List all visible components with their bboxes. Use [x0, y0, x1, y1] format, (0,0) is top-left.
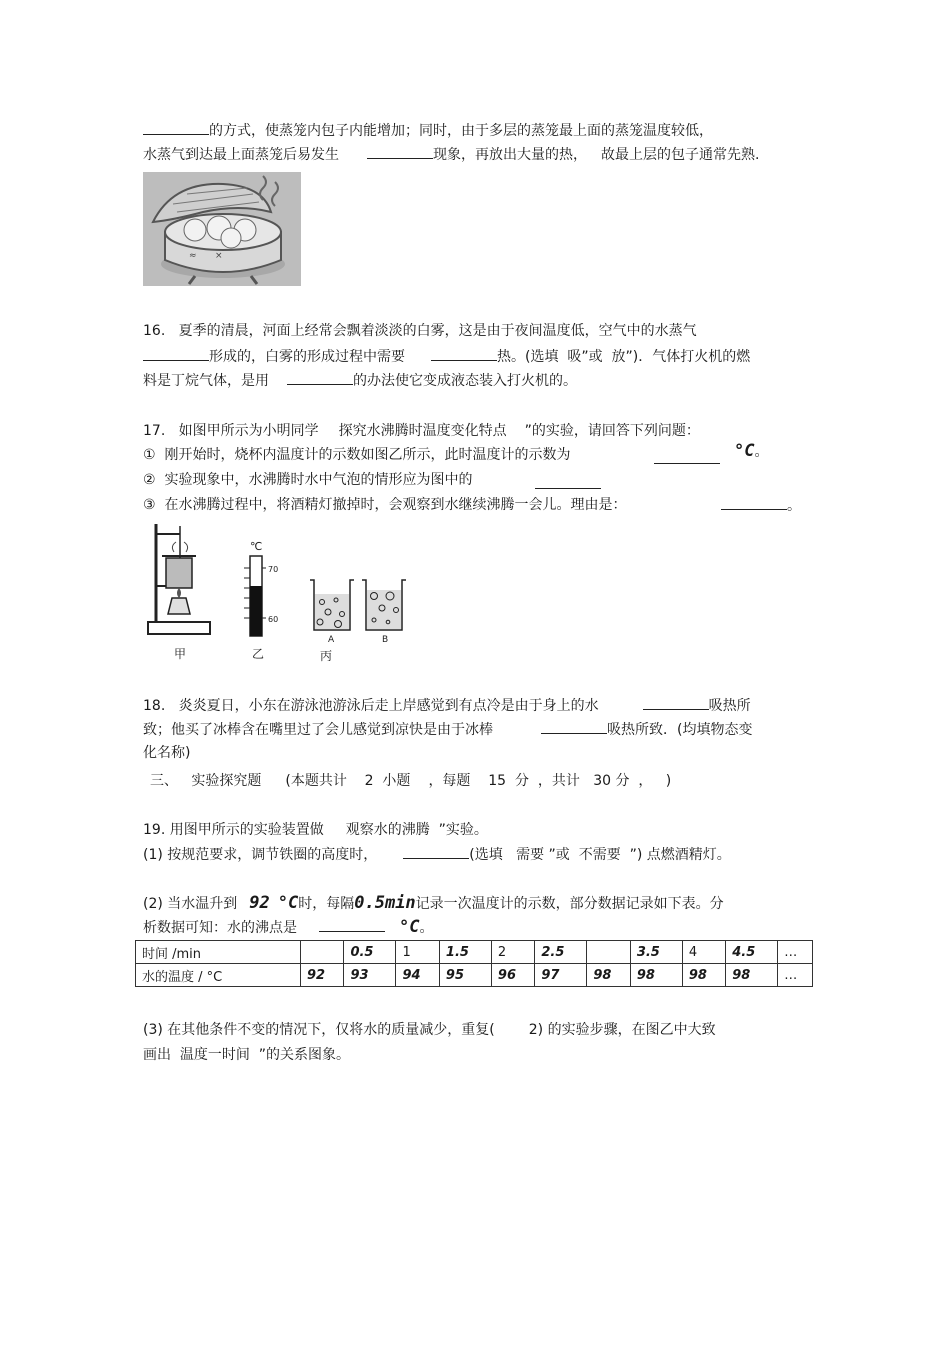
q19-part3-text-a: (3) 在其他条件不变的情况下，仅将水的质量减少，重复( [143, 1022, 495, 1038]
q15-line1 [143, 120, 713, 141]
q19-part3-line2: 画出 温度一时间 ”的关系图象。 [143, 1047, 351, 1063]
handwritten-interval: 0.5min [354, 893, 416, 913]
section-count: (本题共计 2 小题 [285, 773, 411, 789]
q16-line2 [143, 346, 750, 367]
q19-part1 [143, 844, 731, 865]
table-cell: 2.5 [535, 941, 587, 964]
end-mark: 。 [754, 444, 769, 460]
q18-line1 [143, 695, 751, 716]
therm-tick-60: 60 [268, 615, 279, 624]
svg-text:×: × [215, 251, 223, 261]
q19-part2-line2 [143, 917, 433, 938]
handwritten-temp: 92 [249, 893, 270, 913]
label-bing: 丙 [320, 649, 333, 663]
section-title: 三、 实验探究题 [150, 773, 262, 789]
q15-line2-text-b: 现象，再放出大量的热， [433, 147, 587, 163]
thermometer-unit: ℃ [250, 540, 263, 553]
q19-part3-line1 [143, 1020, 716, 1040]
beaker-b [362, 580, 406, 630]
table-cell: 0.5 [344, 941, 396, 964]
table-cell: 2 [491, 941, 534, 964]
q19-line1 [143, 820, 488, 840]
table-cell: 94 [396, 964, 439, 987]
q15-line1-text: 的方式，使蒸笼内包子内能增加；同时，由于多层的蒸笼最上面的蒸笼温度较低， [209, 123, 713, 139]
table-cell: 3.5 [630, 941, 682, 964]
q15-line2-text-a: 水蒸气到达最上面蒸笼后易发生 [143, 147, 339, 163]
table-cell: 96 [491, 964, 534, 987]
q19-part1-text-b: (选填 需要 ”或 不需要 ”) 点燃酒精灯。 [469, 847, 731, 863]
section-score: ，每题 15 分 ，共计 30 分 ， ) [428, 773, 672, 789]
q19-part2-line1 [143, 893, 724, 914]
label-jia: 甲 [174, 647, 187, 661]
table-cell: 98 [630, 964, 682, 987]
table-cell: … [778, 941, 813, 964]
answer-blank[interactable] [143, 346, 209, 361]
q18-line1-text-b: 吸热所 [708, 698, 751, 714]
table-cell [587, 941, 630, 964]
celsius-unit: °C [399, 917, 420, 937]
beaker-a [310, 580, 354, 630]
q17-unit [734, 441, 768, 462]
table-cell: 97 [535, 964, 587, 987]
row-header-time: 时间 /min [136, 941, 301, 964]
q18-line1-text-a: 18. 炎炎夏日，小东在游泳池游泳后走上岸感觉到有点冷是由于身上的水 [143, 698, 599, 714]
q19-line1-text-b: 观察水的沸腾 ”实验。 [345, 822, 488, 838]
q18-line2-text-a: 致；他买了冰棒含在嘴里过了会儿感觉到凉快是由于冰棒 [143, 722, 493, 738]
q18-line2-text-b: 吸热所致．(均填物态变 [607, 722, 753, 738]
q16-line3 [143, 370, 577, 391]
q19-part2-text-d: 析数据可知：水的沸点是 [143, 920, 297, 936]
steamer-illustration [143, 172, 301, 286]
q17-item1 [143, 445, 570, 465]
table-cell: 4 [682, 941, 725, 964]
apparatus-stand-figure [148, 524, 210, 634]
q19-line1-text-a: 19. 用图甲所示的实验装置做 [143, 822, 324, 838]
q16-line2-text-b: 热。(选填 吸”或 放”)．气体打火机的燃 [497, 349, 751, 365]
answer-blank[interactable] [143, 120, 209, 135]
table-cell: 98 [587, 964, 630, 987]
answer-blank[interactable] [643, 695, 709, 710]
q17-line1 [143, 421, 700, 441]
table-cell: 4.5 [726, 941, 778, 964]
q17-line1-text-c: ”的实验，请回答下列问题： [524, 423, 700, 439]
label-yi: 乙 [252, 647, 265, 661]
table-cell: 92 [301, 964, 344, 987]
section-three-heading [150, 771, 671, 791]
row-header-temperature: 水的温度 / °C [136, 964, 301, 987]
thermometer-figure [244, 540, 278, 636]
svg-text:≈: ≈ [189, 251, 197, 261]
beaker-label-a: A [328, 635, 335, 645]
q16-line3-text-b: 的办法使它变成液态装入打火机的。 [353, 373, 577, 389]
beaker-label-b: B [382, 635, 389, 645]
q19-part1-text-a: (1) 按规范要求，调节铁圈的高度时， [143, 847, 378, 863]
q17-line1-text-a: 17. 如图甲所示为小明同学 [143, 423, 319, 439]
table-cell: 95 [439, 964, 491, 987]
q15-line2-text-c: 故最上层的包子通常先熟. [601, 147, 760, 163]
q17-item3 [143, 495, 626, 515]
answer-blank[interactable] [654, 449, 720, 464]
end-mark: 。 [419, 920, 434, 936]
q19-part2-text-b: 时，每隔 [298, 896, 355, 912]
q17-item2 [143, 470, 472, 490]
q17-item3-answer [721, 495, 801, 516]
answer-blank[interactable] [287, 370, 353, 385]
answer-blank[interactable] [367, 144, 433, 159]
q19-part2-text-c: 记录一次温度计的示数，部分数据记录如下表。分 [415, 896, 724, 912]
table-cell [301, 941, 344, 964]
answer-blank[interactable] [535, 474, 601, 489]
answer-blank[interactable] [319, 917, 385, 932]
table-cell: … [778, 964, 813, 987]
answer-blank[interactable] [721, 495, 787, 510]
table-cell: 93 [344, 964, 396, 987]
table-row-time [136, 941, 813, 964]
q17-item3-text: ③ 在水沸腾过程中，将酒精灯撤掉时，会观察到水继续沸腾一会儿。理由是： [143, 497, 627, 513]
q17-experiment-figures [140, 522, 420, 664]
answer-blank[interactable] [541, 719, 607, 734]
answer-blank[interactable] [403, 844, 469, 859]
table-cell: 98 [726, 964, 778, 987]
q16-line3-text-a: 料是丁烷气体，是用 [143, 373, 269, 389]
table-row-temperature [136, 964, 813, 987]
table-cell: 1 [396, 941, 439, 964]
celsius-unit: °C [277, 893, 299, 913]
q17-item1-text: ① 刚开始时，烧杯内温度计的示数如图乙所示，此时温度计的示数为 [143, 447, 571, 463]
q15-line2 [143, 144, 759, 165]
q17-item2-text: ② 实验现象中，水沸腾时水中气泡的情形应为图中的 [143, 472, 473, 488]
q18-line3: 化名称) [143, 745, 191, 761]
temperature-table [135, 940, 813, 987]
table-cell: 98 [682, 964, 725, 987]
q17-line1-text-b: 探究水沸腾时温度变化特点 [338, 423, 507, 439]
therm-tick-70: 70 [268, 565, 279, 574]
q19-part2-text-a: (2) 当水温升到 [143, 896, 238, 912]
celsius-unit: °C [734, 441, 755, 461]
end-mark: 。 [787, 498, 801, 514]
q16-line1: 16. 夏季的清晨，河面上经常会飘着淡淡的白雾，这是由于夜间温度低，空气中的水蒸气 [143, 323, 697, 339]
answer-blank[interactable] [431, 346, 497, 361]
q19-part3-text-b: 2) 的实验步骤，在图乙中大致 [528, 1022, 716, 1038]
q16-line2-text-a: 形成的，白雾的形成过程中需要 [209, 349, 405, 365]
q18-line2 [143, 719, 752, 740]
table-cell: 1.5 [439, 941, 491, 964]
